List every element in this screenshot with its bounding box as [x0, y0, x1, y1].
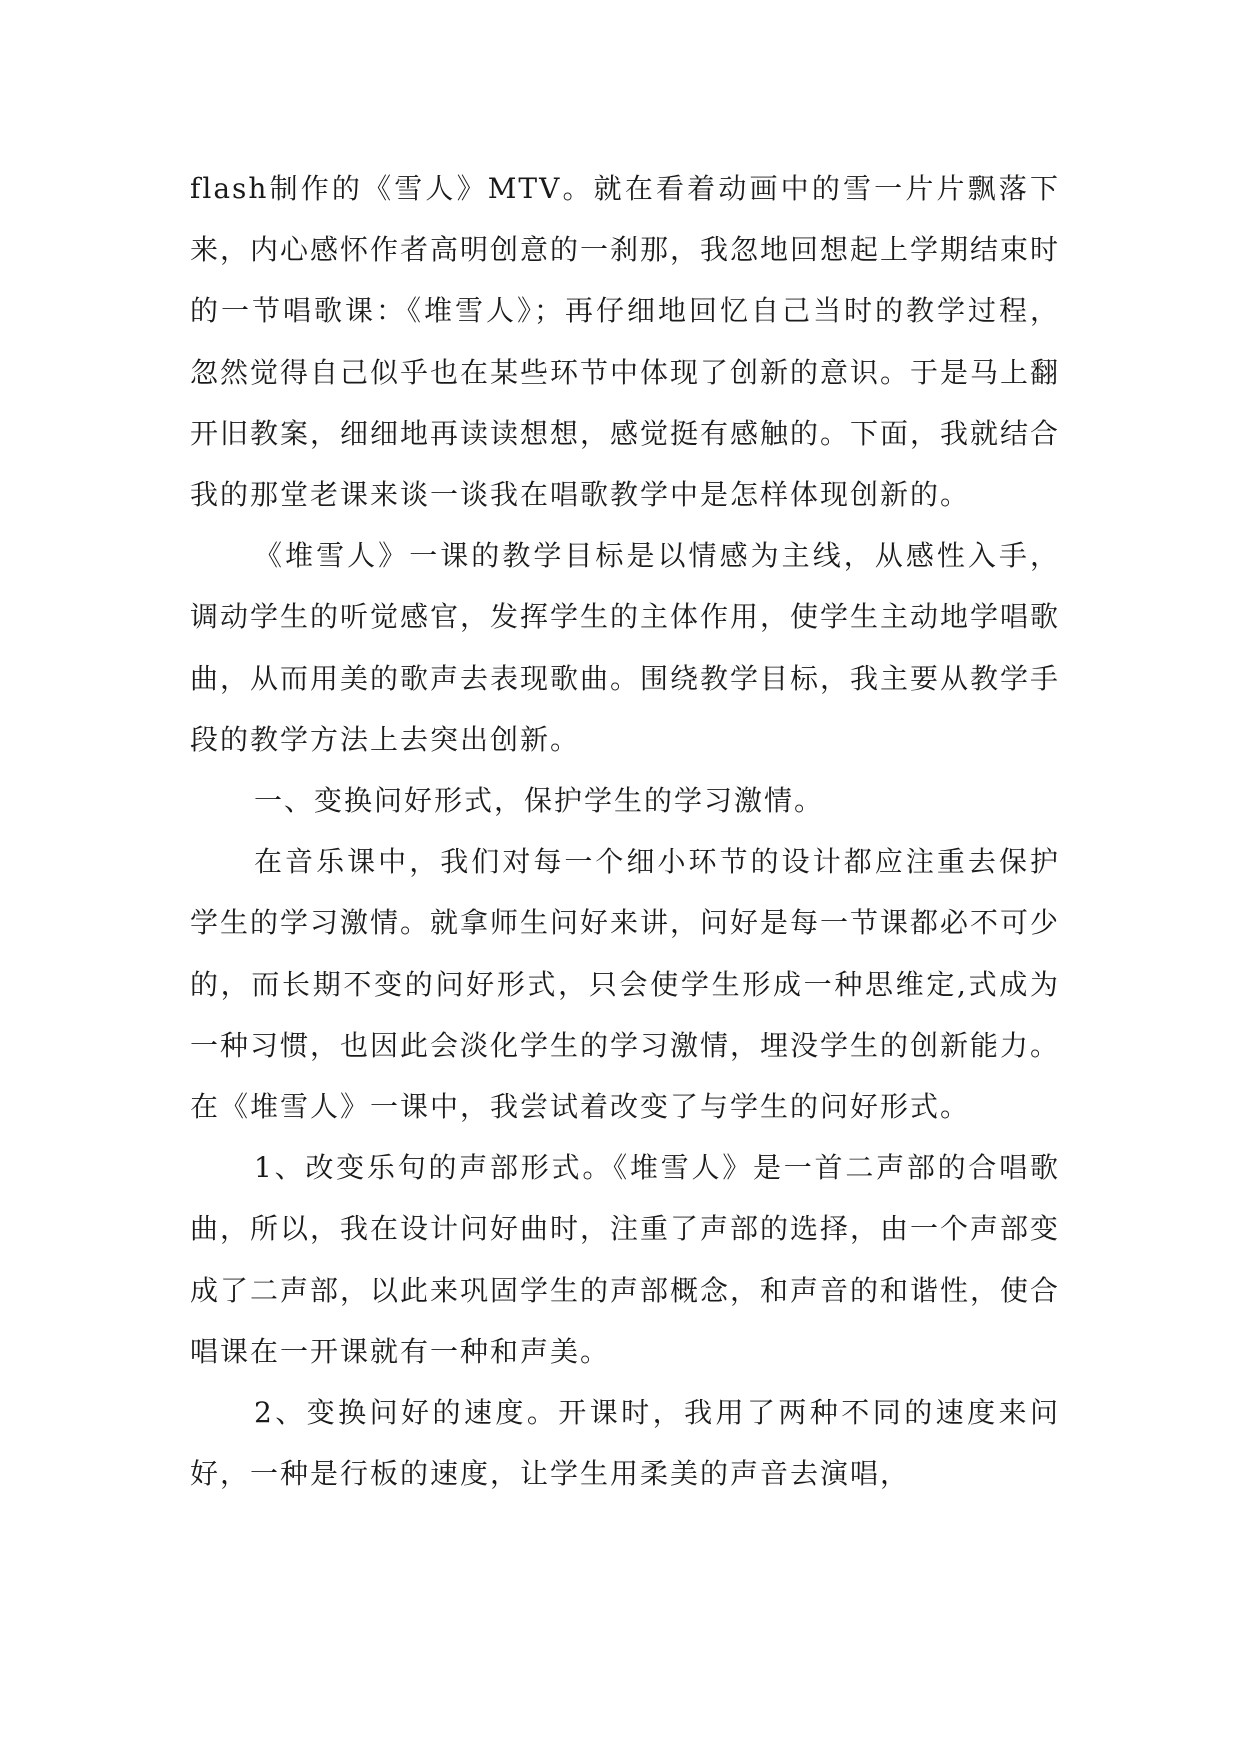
list-item: 1、改变乐句的声部形式。《堆雪人》是一首二声部的合唱歌曲，所以，我在设计问好曲时，注重了声部的选择，由一个声部变成了二声部，以此来巩固学生的声部概念，和声音的和谐性，使合唱课在一开课就有一种和声美。 [190, 1151, 1061, 1368]
paragraph: flash制作的《雪人》MTV。就在看着动画中的雪一片片飘落下来，内心感怀作者高明创意的一刹那，我忽地回想起上学期结束时的一节唱歌课：《堆雪人》；再仔细地回忆自己当时的教学过程，忽然觉得自己似乎也在某些环节中体现了创新的意识。于是马上翻开旧教案，细细地再读读想想，感觉挺有感触的。下面，我就结合我的那堂老课来谈一谈我在唱歌教学中是怎样体现创新的。 [190, 172, 1061, 512]
list-item: 2、变换问好的速度。开课时，我用了两种不同的速度来问好，一种是行板的速度，让学生用柔美的声音去演唱， [190, 1396, 1060, 1491]
paragraph: 在音乐课中，我们对每一个细小环节的设计都应注重去保护学生的学习激情。就拿师生问好来讲，问好是每一节课都必不可少的，而长期不变的问好形式，只会使学生形成一种思维定,式成为一种习惯，也因此会淡化学生的学习激情，埋没学生的创新能力。在《堆雪人》一课中，我尝试着改变了与学生的问好形式。 [190, 845, 1061, 1124]
section-heading: 一、变换问好形式，保护学生的学习激情。 [254, 784, 825, 818]
paragraph: 《堆雪人》一课的教学目标是以情感为主线，从感性入手，调动学生的听觉感官，发挥学生的主体作用，使学生主动地学唱歌曲，从而用美的歌声去表现歌曲。围绕教学目标，我主要从教学手段的教学方法上去突出创新。 [190, 539, 1061, 756]
document-body [190, 158, 1060, 1504]
